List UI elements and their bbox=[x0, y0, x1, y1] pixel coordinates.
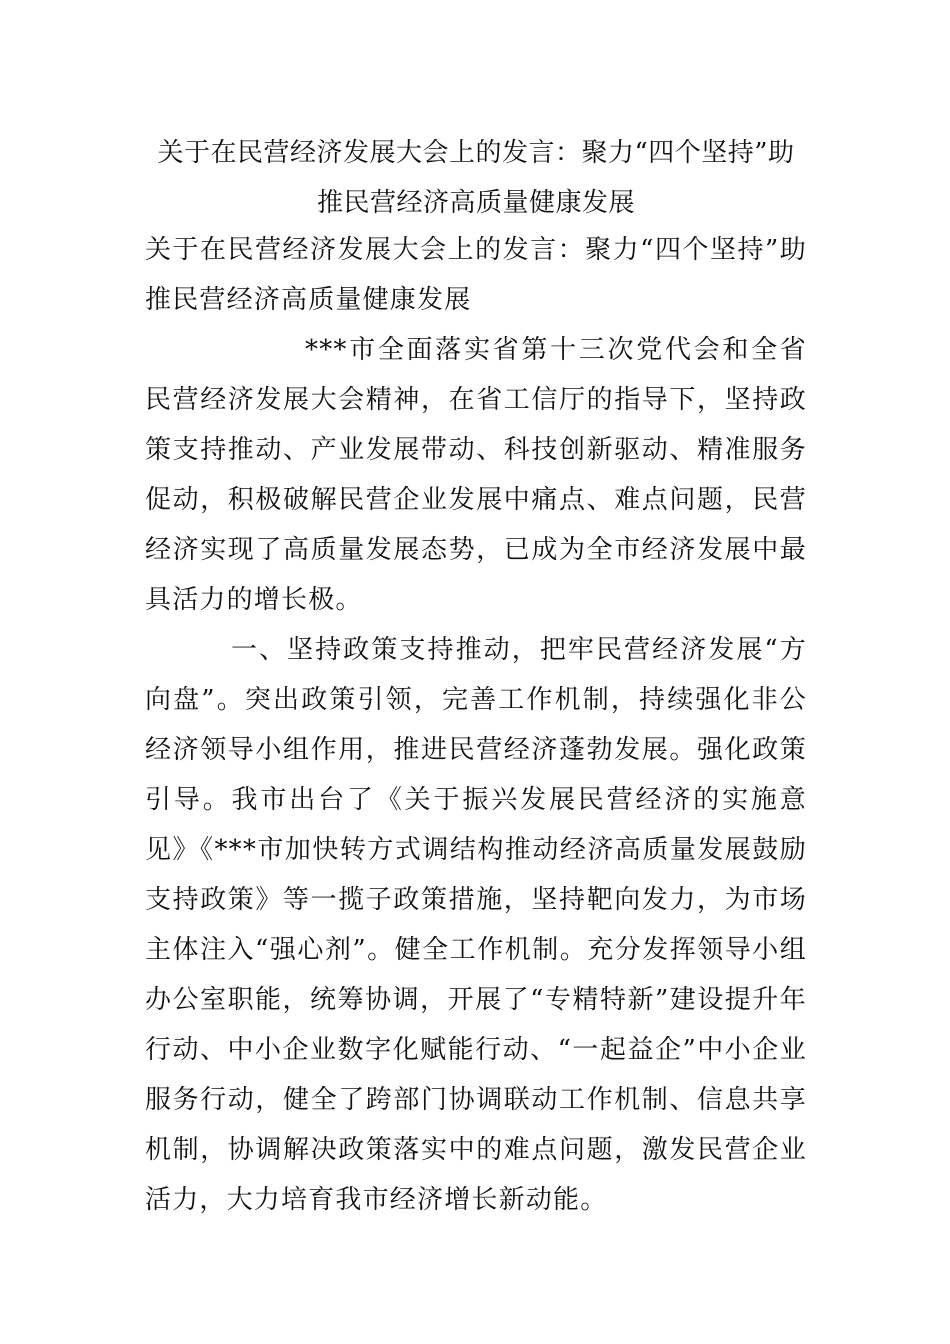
title-line-1: 关于在民营经济发展大会上的发言：聚力“四个坚持”助 bbox=[157, 138, 795, 168]
section-1-paragraph: 一、坚持政策支持推动，把牢民营经济发展“方向盘”。突出政策引领，完善工作机制，持续强化非公经济领导小组作用，推进民营经济蓬勃发展。强化政策引导。我市出台了《关于振兴发展民营经济的实施意见》《***市加快转方式调结构推动经济高质量发展鼓励支持政策》等一揽子政策措施，坚持靶向发力，为市场主体注入“强心剂”。健全工作机制。充分发挥领导小组办公室职能，统筹协调，开展了“专精特新”建设提升年行动、中小企业数字化赋能行动、“一起益企”中小企业服务行动，健全了跨部门协调联动工作机制、信息共享机制，协调解决政策落实中的难点问题，激发民营企业活力，大力培育我市经济增长新动能。 bbox=[145, 635, 807, 1215]
title-line-2: 推民营经济高质量健康发展 bbox=[316, 188, 635, 218]
document-body bbox=[145, 225, 807, 1225]
repeated-heading: 关于在民营经济发展大会上的发言：聚力“四个坚持”助推民营经济高质量健康发展 bbox=[145, 235, 807, 315]
document-title bbox=[145, 128, 807, 228]
intro-paragraph: ***市全面落实省第十三次党代会和全省民营经济发展大会精神，在省工信厅的指导下，坚持政策支持推动、产业发展带动、科技创新驱动、精准服务促动，积极破解民营企业发展中痛点、难点问题，民营经济实现了高质量发展态势，已成为全市经济发展中最具活力的增长极。 bbox=[145, 335, 807, 615]
